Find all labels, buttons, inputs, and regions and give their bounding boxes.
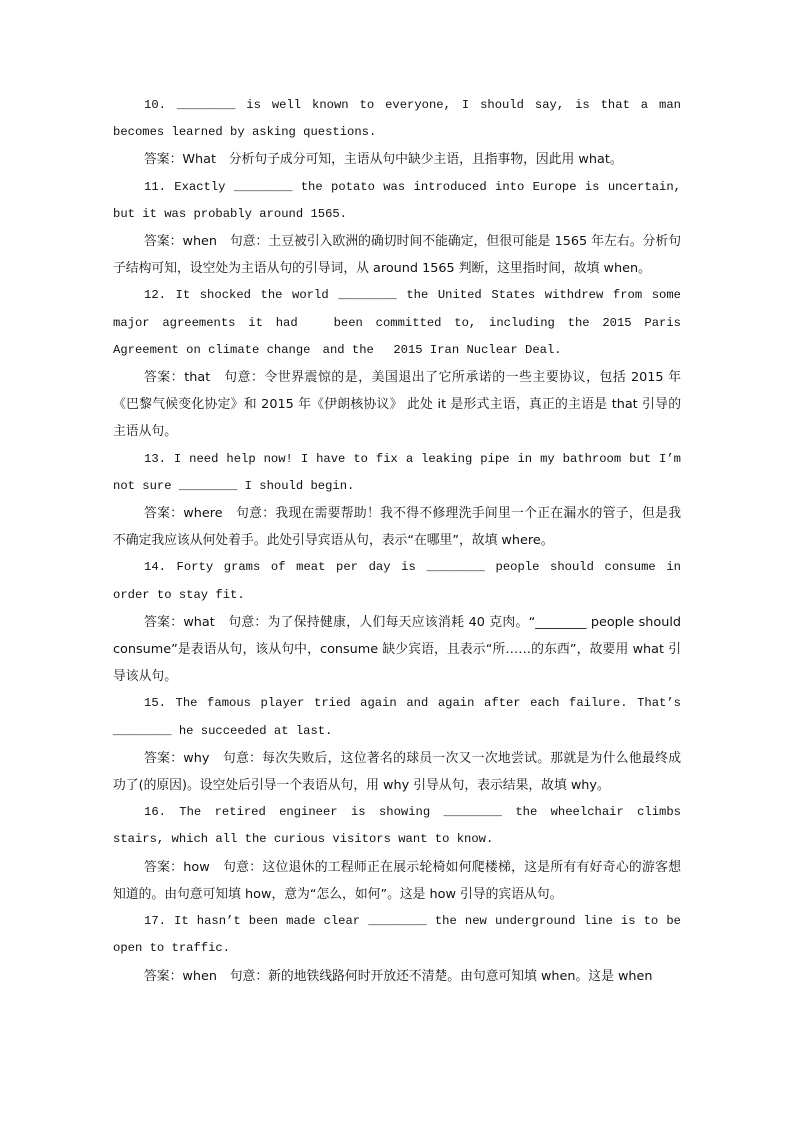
question-13: 13. I need help now! I have to fix a leaking pipe in my bathroom but I’m not sure ________ I should begin.: [113, 451, 681, 493]
answer-label: 答案：: [144, 370, 185, 386]
answer-text: that 句意：令世界震惊的是，美国退出了它所承诺的一些主要协议，包括 2015 年《巴黎气候变化协定》和 2015 年《伊朗核协议》 此处 it 是形式主语，真正的主语是 that 引导的主语从句。: [113, 370, 681, 440]
answer-10: [113, 146, 681, 173]
question-14: 14. Forty grams of meat per day is ________ people should consume in order to stay fit.: [113, 560, 681, 602]
answer-label: 答案：: [144, 234, 183, 250]
answer-text: where 句意：我现在需要帮助！我不得不修理洗手间里一个正在漏水的管子，但是我不确定我应该从何处着手。此处引导宾语从句，表示“在哪里”，故填 where。: [113, 506, 681, 549]
answer-text: when 句意：新的地铁线路何时开放还不清楚。由句意可知填 when。这是 when: [182, 968, 653, 984]
answer-label: 答案：: [144, 506, 184, 522]
answer-text: What 分析句子成分可知，主语从句中缺少主语，且指事物，因此用 what。: [182, 152, 623, 168]
answer-14: [113, 609, 681, 691]
answer-text: when 句意：土豆被引入欧洲的确切时间不能确定，但很可能是 1565 年左右。分析句子结构可知，设空处为主语从句的引导词，从 around 1565 判断，这里指时间，故填 when。: [113, 234, 682, 277]
answer-label: 答案：: [144, 968, 183, 984]
question-16: 16. The retired engineer is showing ________ the wheelchair climbs stairs, which all the curious visitors want to know.: [113, 805, 681, 847]
answer-label: 答案：: [144, 750, 184, 766]
answer-13: [113, 500, 681, 554]
question-17: 17. It hasn’t been made clear ________ the new underground line is to be open to traffic.: [113, 914, 681, 956]
question-10: 10. ________ is well known to everyone, I should say, is that a man becomes learned by asking questions.: [113, 98, 681, 140]
answer-16: [113, 854, 681, 908]
question-12: 12. It shocked the world ________ the United States withdrew from some major agreements it had been committed to, including the 2015 Paris Agreement on climate change and the 2015 Iran Nuclear Deal.: [113, 288, 681, 357]
answer-11: [113, 228, 681, 282]
question-11: 11. Exactly ________ the potato was introduced into Europe is uncertain, but it was probably around 1565.: [113, 179, 681, 221]
answer-label: 答案：: [144, 152, 183, 168]
answer-17: [113, 963, 681, 990]
question-15: 15. The famous player tried again and again after each failure. That’s ________ he succeeded at last.: [113, 696, 681, 738]
answer-text: what 句意：为了保持健康，人们每天应该消耗 40 克肉。“________ people should consume”是表语从句，该从句中，consume 缺少宾语，且表示“所……的东西”，故要用 what 引导该从句。: [113, 614, 681, 685]
document-page: [113, 92, 681, 990]
answer-label: 答案：: [144, 859, 184, 875]
answer-label: 答案：: [144, 614, 184, 630]
answer-12: [113, 364, 681, 446]
answer-15: [113, 745, 681, 799]
answer-text: how 句意：这位退休的工程师正在展示轮椅如何爬楼梯，这是所有有好奇心的游客想知道的。由句意可知填 how，意为“怎么，如何”。这是 how 引导的宾语从句。: [113, 859, 682, 902]
answer-text: why 句意：每次失败后，这位著名的球员一次又一次地尝试。那就是为什么他最终成功了(的原因)。设空处后引导一个表语从句，用 why 引导从句，表示结果，故填 why。: [113, 750, 681, 794]
